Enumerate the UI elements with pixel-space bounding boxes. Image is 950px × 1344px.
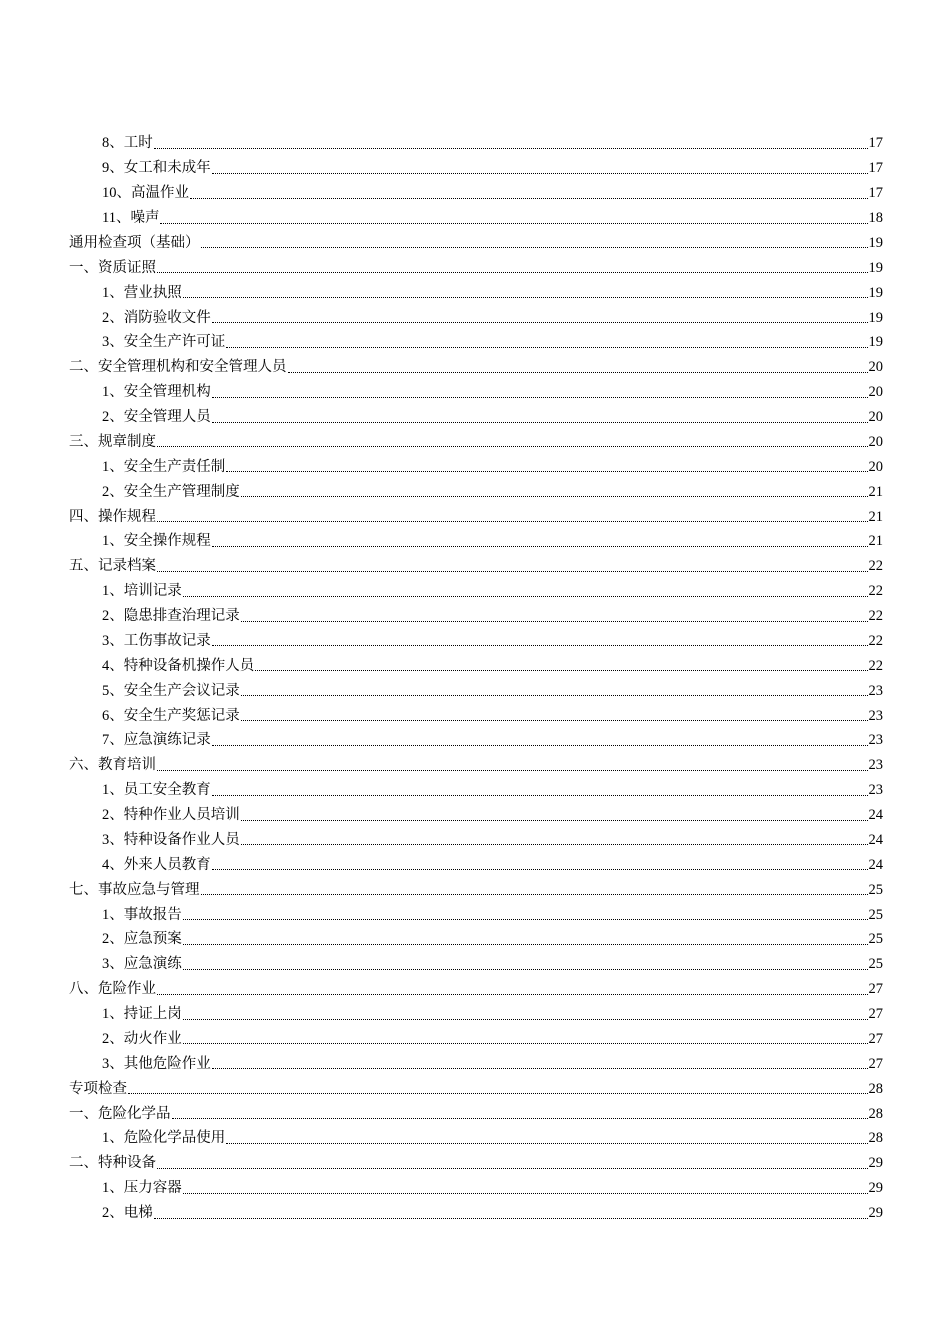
toc-dot-leader	[255, 670, 867, 671]
toc-dot-leader	[190, 198, 868, 199]
toc-page-number: 19	[868, 284, 883, 301]
toc-entry-title: 2、电梯	[102, 1205, 153, 1221]
toc-entry-title: 一、资质证照	[69, 259, 156, 276]
toc-entry-title: 2、隐患排查治理记录	[102, 608, 240, 624]
toc-page-number: 25	[868, 931, 883, 948]
toc-entry-title: 2、安全生产管理制度	[102, 483, 240, 500]
toc-dot-leader	[183, 596, 868, 597]
toc-entry-title: 3、工伤事故记录	[102, 632, 211, 649]
toc-dot-leader	[212, 173, 868, 174]
toc-entry-subsection[interactable]	[69, 897, 883, 922]
toc-page-number: 21	[868, 483, 883, 500]
toc-entry-title: 1、安全操作规程	[102, 533, 211, 550]
toc-dot-leader	[183, 1043, 868, 1044]
toc-dot-leader	[128, 1093, 868, 1094]
toc-page-number: 20	[868, 384, 883, 401]
toc-entry-title: 3、其他危险作业	[102, 1055, 211, 1072]
toc-page-number: 25	[868, 881, 883, 898]
toc-dot-leader	[212, 745, 868, 746]
toc-dot-leader	[183, 919, 868, 920]
toc-dot-leader	[183, 1193, 868, 1194]
toc-entry-subsection[interactable]	[69, 599, 883, 624]
toc-entry-subsection[interactable]	[69, 947, 883, 972]
toc-entry-title: 9、女工和未成年	[102, 160, 211, 177]
toc-page-number: 24	[868, 807, 883, 823]
toc-entry-title: 3、应急演练	[102, 956, 182, 973]
toc-entry-title: 1、营业执照	[102, 284, 182, 301]
toc-page-number: 25	[868, 906, 883, 923]
toc-dot-leader	[212, 322, 868, 323]
toc-dot-leader	[226, 347, 867, 348]
toc-entry-section[interactable]	[69, 226, 883, 251]
toc-dot-leader	[212, 1068, 868, 1069]
toc-entry-title: 11、噪声	[102, 210, 160, 226]
toc-entry-subsection[interactable]	[69, 648, 883, 673]
toc-page-number: 20	[868, 458, 883, 475]
toc-page-number: 27	[868, 1055, 883, 1072]
toc-entry-subsection[interactable]	[69, 151, 883, 176]
toc-entry-subsection[interactable]	[69, 723, 883, 748]
toc-entry-section[interactable]	[69, 350, 883, 375]
toc-entry-title: 1、员工安全教育	[102, 782, 211, 799]
toc-entry-title: 3、安全生产许可证	[102, 334, 226, 351]
toc-entry-subsection[interactable]	[69, 798, 883, 823]
toc-entry-title: 五、记录档案	[69, 558, 156, 575]
toc-dot-leader	[183, 1019, 868, 1020]
toc-page-number: 28	[868, 1130, 883, 1147]
toc-entry-subsection[interactable]	[69, 1196, 883, 1221]
toc-page-number: 25	[868, 956, 883, 973]
toc-page-number: 29	[868, 1180, 883, 1197]
toc-entry-title: 通用检查项（基础）	[69, 234, 200, 251]
toc-entry-title: 7、应急演练记录	[102, 732, 211, 749]
toc-entry-subsection[interactable]	[69, 275, 883, 300]
toc-entry-section[interactable]	[69, 872, 883, 897]
toc-entry-title: 二、安全管理机构和安全管理人员	[69, 359, 287, 376]
toc-page-number: 21	[868, 533, 883, 550]
toc-page-number: 20	[868, 359, 883, 376]
toc-page-number: 22	[868, 608, 883, 624]
toc-dot-leader	[160, 223, 867, 224]
toc-dot-leader	[212, 645, 868, 646]
toc-dot-leader	[157, 571, 868, 572]
toc-page-number: 19	[868, 309, 883, 326]
toc-page-number: 24	[868, 831, 883, 848]
toc-dot-leader	[241, 621, 868, 622]
toc-page-number: 23	[868, 732, 883, 749]
toc-entry-title: 1、安全生产责任制	[102, 458, 226, 475]
toc-dot-leader	[212, 795, 868, 796]
toc-dot-leader	[157, 770, 868, 771]
toc-entry-subsection[interactable]	[69, 474, 883, 499]
toc-dot-leader	[241, 820, 868, 821]
table-of-contents	[69, 126, 883, 1221]
toc-entry-subsection[interactable]	[69, 1022, 883, 1047]
toc-dot-leader	[226, 471, 867, 472]
toc-dot-leader	[157, 272, 868, 273]
toc-entry-subsection[interactable]	[69, 1121, 883, 1146]
toc-entry-title: 1、危险化学品使用	[102, 1130, 226, 1147]
toc-entry-subsection[interactable]	[69, 201, 883, 226]
toc-entry-title: 七、事故应急与管理	[69, 881, 200, 898]
toc-entry-subsection[interactable]	[69, 698, 883, 723]
toc-page-number: 17	[868, 160, 883, 177]
toc-page-number: 18	[868, 210, 883, 226]
toc-entry-section[interactable]	[69, 250, 883, 275]
toc-page-number: 23	[868, 707, 883, 724]
toc-dot-leader	[212, 869, 868, 870]
toc-entry-section[interactable]	[69, 425, 883, 450]
toc-entry-title: 2、应急预案	[102, 931, 182, 948]
toc-dot-leader	[154, 148, 868, 149]
toc-entry-title: 2、消防验收文件	[102, 309, 211, 326]
toc-entry-title: 2、动火作业	[102, 1030, 182, 1047]
toc-entry-subsection[interactable]	[69, 1171, 883, 1196]
toc-dot-leader	[183, 297, 868, 298]
toc-entry-subsection[interactable]	[69, 624, 883, 649]
toc-entry-subsection[interactable]	[69, 400, 883, 425]
toc-dot-leader	[241, 844, 868, 845]
toc-entry-title: 六、教育培训	[69, 757, 156, 774]
toc-page-number: 17	[868, 185, 883, 202]
toc-dot-leader	[241, 496, 868, 497]
toc-page-number: 23	[868, 682, 883, 699]
toc-page-number: 24	[868, 856, 883, 873]
toc-entry-subsection[interactable]	[69, 997, 883, 1022]
toc-entry-subsection[interactable]	[69, 823, 883, 848]
toc-entry-subsection[interactable]	[69, 375, 883, 400]
toc-page-number: 17	[868, 135, 883, 152]
toc-entry-title: 1、培训记录	[102, 583, 182, 600]
toc-entry-title: 6、安全生产奖惩记录	[102, 707, 240, 724]
toc-dot-leader	[241, 695, 868, 696]
toc-entry-title: 8、工时	[102, 135, 153, 152]
toc-entry-subsection[interactable]	[69, 325, 883, 350]
toc-entry-section[interactable]	[69, 972, 883, 997]
toc-page-number: 22	[868, 632, 883, 649]
toc-entry-section[interactable]	[69, 499, 883, 524]
toc-page-number: 23	[868, 757, 883, 774]
toc-dot-leader	[172, 1118, 868, 1119]
toc-dot-leader	[154, 1218, 868, 1219]
toc-entry-title: 四、操作规程	[69, 508, 156, 525]
toc-entry-subsection[interactable]	[69, 773, 883, 798]
toc-entry-title: 5、安全生产会议记录	[102, 682, 240, 699]
toc-page-number: 29	[868, 1205, 883, 1221]
toc-page-number: 19	[868, 259, 883, 276]
toc-entry-title: 八、危险作业	[69, 981, 156, 998]
toc-page-number: 27	[868, 1006, 883, 1022]
toc-entry-subsection[interactable]	[69, 126, 883, 151]
toc-page-number: 23	[868, 782, 883, 799]
toc-entry-subsection[interactable]	[69, 449, 883, 474]
toc-dot-leader	[157, 994, 868, 995]
toc-entry-subsection[interactable]	[69, 574, 883, 599]
toc-entry-subsection[interactable]	[69, 847, 883, 872]
toc-entry-title: 2、安全管理人员	[102, 409, 211, 425]
toc-dot-leader	[201, 894, 868, 895]
toc-page-number: 20	[868, 409, 883, 425]
toc-entry-title: 三、规章制度	[69, 433, 156, 450]
toc-entry-title: 3、特种设备作业人员	[102, 831, 240, 848]
toc-dot-leader	[226, 1143, 867, 1144]
toc-entry-title: 1、持证上岗	[102, 1006, 182, 1022]
toc-page-number: 28	[868, 1080, 883, 1097]
toc-entry-title: 4、特种设备机操作人员	[102, 657, 255, 674]
toc-entry-title: 1、安全管理机构	[102, 384, 211, 401]
toc-page-number: 22	[868, 558, 883, 575]
toc-dot-leader	[183, 944, 868, 945]
toc-entry-title: 10、高温作业	[102, 185, 189, 202]
toc-entry-title: 1、事故报告	[102, 906, 182, 923]
toc-page-number: 19	[868, 234, 883, 251]
toc-entry-title: 二、特种设备	[69, 1155, 156, 1172]
toc-dot-leader	[212, 546, 868, 547]
toc-page-number: 22	[868, 583, 883, 600]
toc-entry-subsection[interactable]	[69, 673, 883, 698]
toc-entry-section[interactable]	[69, 1071, 883, 1096]
toc-page-number: 20	[868, 433, 883, 450]
toc-page-number: 28	[868, 1105, 883, 1122]
toc-entry-title: 专项检查	[69, 1080, 127, 1097]
toc-entry-subsection[interactable]	[69, 1046, 883, 1071]
toc-entry-section[interactable]	[69, 549, 883, 574]
toc-dot-leader	[241, 720, 868, 721]
toc-page-number: 19	[868, 334, 883, 351]
toc-entry-subsection[interactable]	[69, 176, 883, 201]
toc-page-number: 22	[868, 657, 883, 674]
toc-page-number: 29	[868, 1155, 883, 1172]
toc-page-number: 27	[868, 981, 883, 998]
toc-dot-leader	[288, 372, 868, 373]
toc-entry-section[interactable]	[69, 748, 883, 773]
toc-dot-leader	[201, 247, 868, 248]
toc-entry-subsection[interactable]	[69, 300, 883, 325]
toc-page-number: 21	[868, 508, 883, 525]
toc-dot-leader	[212, 397, 868, 398]
toc-entry-title: 一、危险化学品	[69, 1105, 171, 1122]
toc-dot-leader	[157, 1168, 868, 1169]
toc-entry-title: 1、压力容器	[102, 1180, 182, 1197]
toc-entry-subsection[interactable]	[69, 922, 883, 947]
toc-page-number: 27	[868, 1030, 883, 1047]
toc-entry-title: 4、外来人员教育	[102, 856, 211, 873]
toc-entry-section[interactable]	[69, 1146, 883, 1171]
toc-dot-leader	[212, 422, 868, 423]
toc-dot-leader	[183, 969, 868, 970]
toc-entry-section[interactable]	[69, 1096, 883, 1121]
toc-entry-subsection[interactable]	[69, 524, 883, 549]
toc-entry-title: 2、特种作业人员培训	[102, 807, 240, 823]
toc-dot-leader	[157, 521, 868, 522]
toc-dot-leader	[157, 446, 868, 447]
